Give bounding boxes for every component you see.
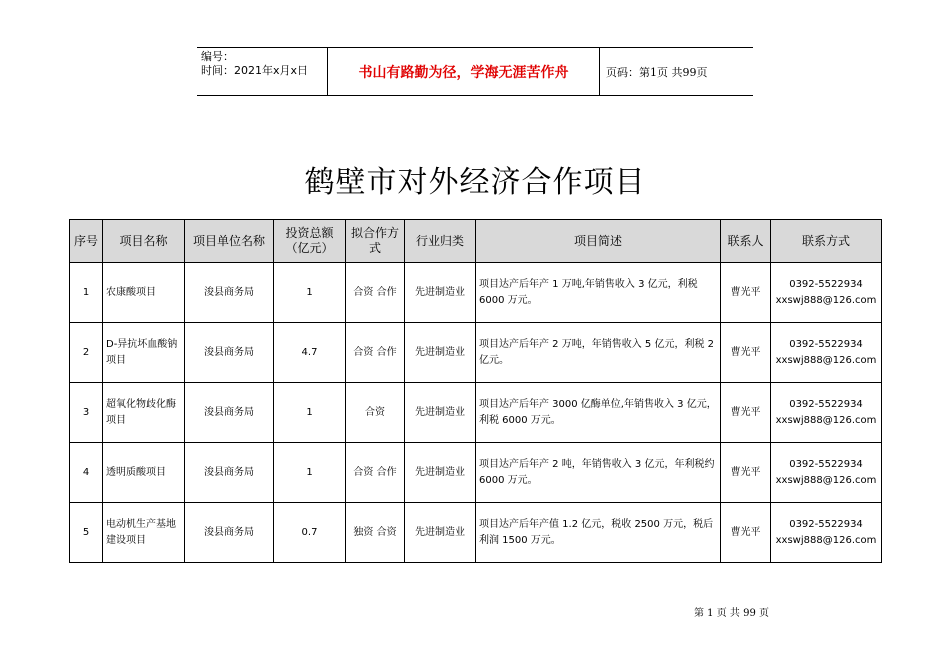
column-header: 拟合作方式 (346, 220, 405, 263)
project-description: 项目达产后年产 2 万吨，年销售收入 5 亿元，利税 2 亿元。 (476, 323, 721, 383)
contact-email: xxswj888@126.com (775, 534, 877, 546)
project-unit: 浚县商务局 (185, 443, 274, 503)
project-unit: 浚县商务局 (185, 263, 274, 323)
contact-email: xxswj888@126.com (775, 414, 877, 426)
table-row (70, 323, 882, 383)
column-header: 项目单位名称 (185, 220, 274, 263)
contact-phone: 0392-5522934 (789, 458, 863, 470)
row-number: 1 (70, 263, 103, 323)
project-description: 项目达产后年产值 1.2 亿元，税收 2500 万元，税后利润 1500 万元。 (476, 503, 721, 563)
contact-person: 曹光平 (721, 323, 771, 383)
header-motto: 书山有路勤为径，学海无涯苦作舟 (328, 48, 600, 95)
page-header (197, 47, 753, 96)
investment-amount: 1 (274, 383, 346, 443)
table-header-row (70, 220, 882, 263)
cooperation-mode: 合资 合作 (346, 443, 405, 503)
project-description: 项目达产后年产 2 吨，年销售收入 3 亿元，年利税约 6000 万元。 (476, 443, 721, 503)
industry: 先进制造业 (405, 263, 476, 323)
row-number: 2 (70, 323, 103, 383)
row-number: 5 (70, 503, 103, 563)
row-number: 4 (70, 443, 103, 503)
industry: 先进制造业 (405, 323, 476, 383)
investment-amount: 4.7 (274, 323, 346, 383)
number-label: 编号： (201, 50, 234, 63)
contact-person: 曹光平 (721, 443, 771, 503)
project-name: 透明质酸项目 (103, 443, 185, 503)
project-name: 超氧化物歧化酶项目 (103, 383, 185, 443)
contact-phone: 0392-5522934 (789, 278, 863, 290)
time-label: 时间：2021年x月x日 (201, 64, 309, 77)
column-header: 联系人 (721, 220, 771, 263)
project-unit: 浚县商务局 (185, 383, 274, 443)
contact-person: 曹光平 (721, 263, 771, 323)
column-header: 投资总额（亿元） (274, 220, 346, 263)
project-unit: 浚县商务局 (185, 503, 274, 563)
project-name: D-异抗坏血酸钠项目 (103, 323, 185, 383)
investment-amount: 1 (274, 263, 346, 323)
cooperation-mode: 独资 合资 (346, 503, 405, 563)
table-row (70, 443, 882, 503)
project-table (69, 219, 882, 563)
page-footer: 第 1 页 共 99 页 (694, 608, 769, 619)
header-left-cell (197, 48, 328, 95)
row-number: 3 (70, 383, 103, 443)
industry: 先进制造业 (405, 443, 476, 503)
cooperation-mode: 合资 合作 (346, 323, 405, 383)
industry: 先进制造业 (405, 503, 476, 563)
table-row (70, 263, 882, 323)
header-page-label: 页码：第1页 共99页 (606, 65, 708, 79)
contact-person: 曹光平 (721, 503, 771, 563)
contact-email: xxswj888@126.com (775, 474, 877, 486)
contact-phone: 0392-5522934 (789, 518, 863, 530)
cooperation-mode: 合资 (346, 383, 405, 443)
industry: 先进制造业 (405, 383, 476, 443)
column-header: 项目名称 (103, 220, 185, 263)
column-header: 项目简述 (476, 220, 721, 263)
contact-info (771, 263, 882, 323)
column-header: 联系方式 (771, 220, 882, 263)
table-row (70, 383, 882, 443)
column-header: 行业归类 (405, 220, 476, 263)
investment-amount: 0.7 (274, 503, 346, 563)
contact-email: xxswj888@126.com (775, 354, 877, 366)
table-row (70, 503, 882, 563)
contact-info (771, 383, 882, 443)
investment-amount: 1 (274, 443, 346, 503)
project-description: 项目达产后年产 3000 亿酶单位,年销售收入 3 亿元，利税 6000 万元。 (476, 383, 721, 443)
contact-phone: 0392-5522934 (789, 338, 863, 350)
cooperation-mode: 合资 合作 (346, 263, 405, 323)
contact-phone: 0392-5522934 (789, 398, 863, 410)
project-unit: 浚县商务局 (185, 323, 274, 383)
contact-info (771, 503, 882, 563)
project-name: 电动机生产基地建设项目 (103, 503, 185, 563)
project-description: 项目达产后年产 1 万吨,年销售收入 3 亿元，利税 6000 万元。 (476, 263, 721, 323)
contact-info (771, 323, 882, 383)
contact-info (771, 443, 882, 503)
contact-email: xxswj888@126.com (775, 294, 877, 306)
project-name: 农康酸项目 (103, 263, 185, 323)
contact-person: 曹光平 (721, 383, 771, 443)
column-header: 序号 (70, 220, 103, 263)
document-title: 鹤壁市对外经济合作项目 (304, 165, 646, 200)
